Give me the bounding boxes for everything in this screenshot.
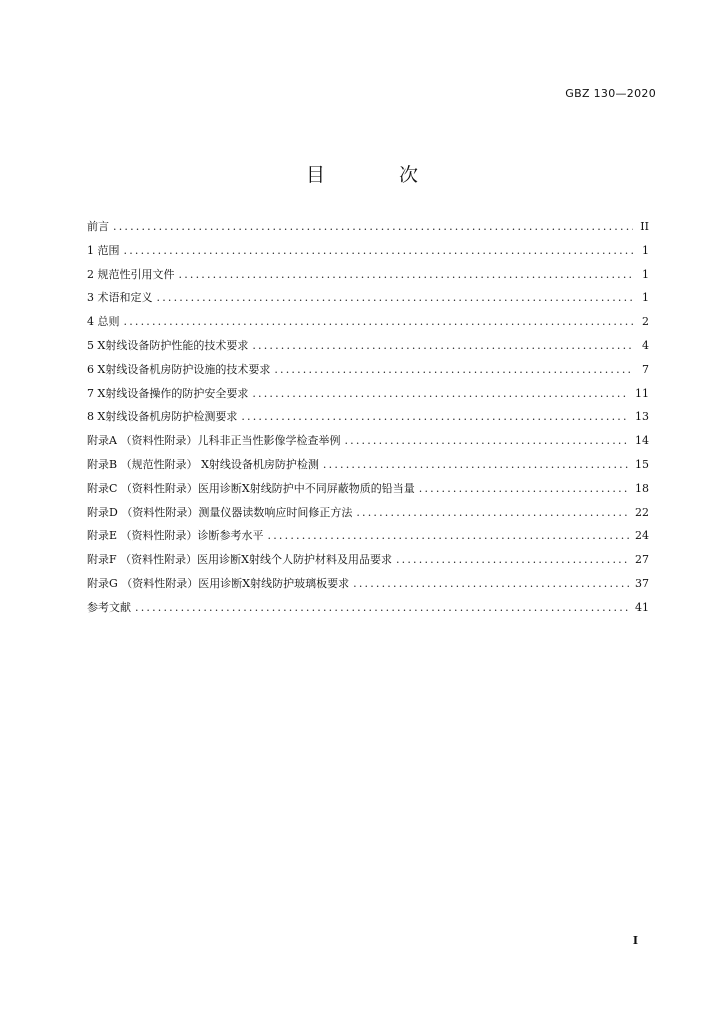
page-number: I bbox=[632, 934, 638, 947]
toc-entry-label: 附录A （资料性附录）儿科非正当性影像学检查举例 bbox=[87, 434, 341, 448]
toc-dot-leader bbox=[323, 458, 629, 471]
toc-entry-label: 6 X射线设备机房防护设施的技术要求 bbox=[87, 362, 271, 376]
toc-entry-foreword[interactable] bbox=[87, 218, 649, 242]
toc-dot-leader bbox=[396, 553, 629, 566]
toc-dot-leader bbox=[241, 410, 629, 423]
toc-dot-leader bbox=[419, 482, 629, 495]
toc-dot-leader bbox=[124, 315, 634, 328]
toc-entry-label: 5 X射线设备防护性能的技术要求 bbox=[87, 338, 249, 352]
toc-entry-label: 前言 bbox=[87, 220, 109, 233]
toc-dot-leader bbox=[124, 244, 634, 257]
document-code: GBZ 130—2020 bbox=[565, 87, 656, 100]
toc-entry-label: 附录E （资料性附录）诊断参考水平 bbox=[87, 529, 264, 543]
toc-entry-page: 24 bbox=[635, 529, 649, 543]
toc-dot-leader bbox=[157, 291, 634, 304]
toc-entry-appendix-f[interactable] bbox=[87, 551, 649, 575]
toc-entry-page: 7 bbox=[642, 362, 649, 376]
toc-entry-label: 4 总则 bbox=[87, 315, 120, 329]
toc-entry-section-7[interactable] bbox=[87, 385, 649, 409]
toc-entry-section-8[interactable] bbox=[87, 408, 649, 432]
toc-entry-label: 附录F （资料性附录）医用诊断X射线个人防护材料及用品要求 bbox=[87, 553, 392, 567]
toc-dot-leader bbox=[268, 529, 629, 542]
toc-dot-leader bbox=[252, 339, 633, 352]
toc-entry-label: 附录G （资料性附录）医用诊断X射线防护玻璃板要求 bbox=[87, 576, 350, 590]
toc-entry-page: 15 bbox=[635, 457, 649, 471]
toc-entry-section-6[interactable] bbox=[87, 361, 649, 385]
toc-dot-leader bbox=[252, 387, 629, 400]
toc-entry-bibliography[interactable] bbox=[87, 599, 649, 623]
toc-dot-leader bbox=[135, 601, 629, 614]
toc-entry-page: 41 bbox=[635, 600, 649, 614]
toc-entry-label: 附录D （资料性附录）测量仪器读数响应时间修正方法 bbox=[87, 505, 353, 519]
toc-dot-leader bbox=[179, 268, 634, 281]
toc-entry-section-5[interactable] bbox=[87, 337, 649, 361]
toc-entry-appendix-g[interactable] bbox=[87, 575, 649, 599]
toc-entry-label: 1 范围 bbox=[87, 243, 120, 257]
toc-dot-leader bbox=[113, 220, 633, 233]
toc-entry-page: 27 bbox=[635, 553, 649, 567]
toc-entry-general-principles[interactable] bbox=[87, 313, 649, 337]
toc-entry-page: 14 bbox=[635, 434, 649, 448]
toc-entry-appendix-c[interactable] bbox=[87, 480, 649, 504]
toc-entry-label: 2 规范性引用文件 bbox=[87, 267, 175, 281]
toc-entry-page: 18 bbox=[635, 481, 649, 495]
toc-entry-label: 附录C （资料性附录）医用诊断X射线防护中不同屏蔽物质的铅当量 bbox=[87, 481, 415, 495]
toc-entry-appendix-b[interactable] bbox=[87, 456, 649, 480]
toc-entry-scope[interactable] bbox=[87, 242, 649, 266]
toc-entry-page: 2 bbox=[642, 315, 649, 329]
toc-entry-label: 3 术语和定义 bbox=[87, 291, 153, 305]
toc-entry-label: 参考文献 bbox=[87, 600, 131, 614]
toc-entry-page: 4 bbox=[642, 338, 649, 352]
toc-entry-page: 1 bbox=[642, 243, 649, 257]
toc-entry-page: 37 bbox=[635, 576, 649, 590]
toc-dot-leader bbox=[344, 434, 629, 447]
toc-entry-label: 8 X射线设备机房防护检测要求 bbox=[87, 410, 238, 424]
toc-dot-leader bbox=[353, 577, 629, 590]
toc-entry-page: 22 bbox=[635, 505, 649, 519]
toc-entry-appendix-d[interactable] bbox=[87, 504, 649, 528]
toc-entry-page: 1 bbox=[642, 291, 649, 305]
toc-dot-leader bbox=[274, 363, 633, 376]
table-of-contents bbox=[87, 218, 649, 623]
toc-entry-page: 11 bbox=[635, 386, 649, 400]
toc-title: 目 次 bbox=[305, 164, 453, 186]
toc-entry-normative-references[interactable] bbox=[87, 266, 649, 290]
toc-entry-appendix-a[interactable] bbox=[87, 432, 649, 456]
toc-entry-label: 7 X射线设备操作的防护安全要求 bbox=[87, 386, 249, 400]
toc-entry-page: 1 bbox=[642, 267, 649, 281]
toc-dot-leader bbox=[356, 506, 629, 519]
toc-entry-appendix-e[interactable] bbox=[87, 527, 649, 551]
toc-entry-page: II bbox=[640, 220, 649, 233]
toc-entry-page: 13 bbox=[635, 410, 649, 424]
toc-entry-terms-definitions[interactable] bbox=[87, 289, 649, 313]
toc-entry-label: 附录B （规范性附录） X射线设备机房防护检测 bbox=[87, 457, 319, 471]
